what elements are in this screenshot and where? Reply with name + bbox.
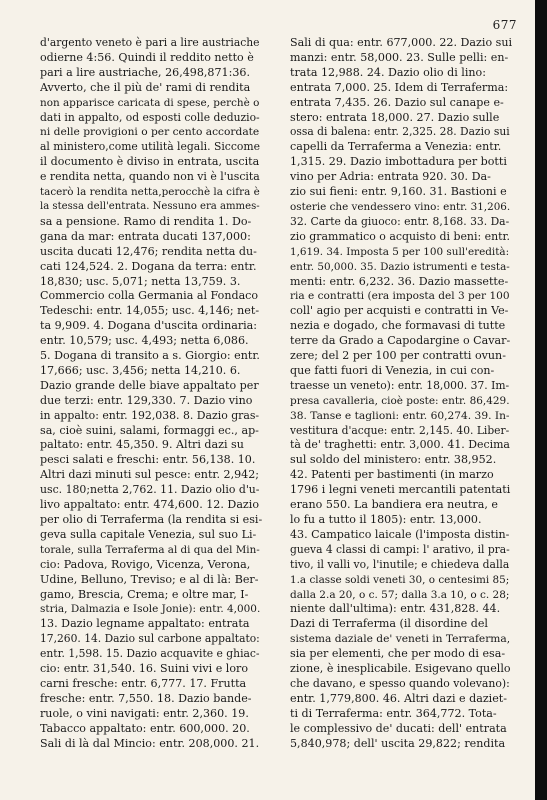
text-line: usc. 180;netta 2,762. 11. Dazio olio d'u- xyxy=(40,483,260,497)
text-line: trata 12,988. 24. Dazio olio di lino: xyxy=(290,65,486,79)
text-line: torale, sulla Terraferma al di qua del Min- xyxy=(40,543,260,556)
text-line: tivo, il valli vo, l'inutile; e chiedeva dalla xyxy=(290,557,510,571)
text-line: al ministero,come utilità legali. Siccome xyxy=(40,140,260,154)
text-line: Udine, Belluno, Treviso; e al di là: Ber- xyxy=(40,572,259,586)
text-line: 32. Carte da giuoco: entr. 8,168. 33. Da- xyxy=(290,214,510,228)
text-line: 42. Patenti per bastimenti (in marzo xyxy=(290,468,494,482)
text-line: entr. 1,598. 15. Dazio acquavite e ghiac- xyxy=(40,647,260,661)
left-text-column xyxy=(40,36,262,752)
text-line: non apparisce caricata di spese, perchè o xyxy=(40,96,260,109)
text-line: Commercio colla Germania al Fondaco xyxy=(40,289,259,303)
text-line: traesse un veneto): entr. 18,000. 37. Im- xyxy=(290,378,510,392)
text-line: 5,840,978; dell' uscita 29,822; rendita xyxy=(290,736,506,750)
text-line: odierne 4:56. Quindi il reddito netto è xyxy=(40,50,254,64)
text-line: cati 124,524. 2. Dogana da terra: entr. xyxy=(40,259,257,273)
text-line: 1.a classe soldi veneti 30, o centesimi 85; xyxy=(290,573,510,586)
text-line: entr. 50,000. 35. Dazio istrumenti e testa- xyxy=(290,260,510,273)
text-line: Sali di là dal Mincio: entr. 208,000. 21. xyxy=(40,736,260,750)
text-line: sistema daziale de' veneti in Terraferma, xyxy=(290,632,511,646)
text-line: tacerò la rendita netta,perocchè la cifra è xyxy=(40,186,260,199)
text-line: e rendita netta, quando non vi è l'uscita xyxy=(40,170,260,184)
text-line: cio: Padova, Rovigo, Vicenza, Verona, xyxy=(40,557,251,571)
text-line: paltato: entr. 45,350. 9. Altri dazi su xyxy=(40,438,244,452)
text-line: fresche: entr. 7,550. 18. Dazio bande- xyxy=(40,691,252,705)
text-line: lo fu a tutto il 1805): entr. 13,000. xyxy=(290,513,482,526)
text-line: manzi: entr. 58,000. 23. Sulle pelli: en- xyxy=(290,50,509,64)
text-line: Altri dazi minuti sul pesce: entr. 2,942; xyxy=(40,468,260,482)
text-line: zio sui fieni: entr. 9,160. 31. Bastioni e xyxy=(290,185,507,199)
text-line: sia per elementi, che per modo di esa- xyxy=(290,647,506,661)
text-line: que fatti fuori di Venezia, in cui con- xyxy=(290,363,495,377)
text-line: gana da mar: entrata ducati 137,000: xyxy=(40,229,251,243)
text-line: Avverto, che il più de' rami di rendita xyxy=(40,80,251,94)
text-line: vino per Adria: entrata 920. 30. Da- xyxy=(290,170,491,184)
text-line: gamo, Brescia, Crema; e oltre mar, I- xyxy=(40,587,249,601)
text-line: 13. Dazio legname appaltato: entrata xyxy=(40,617,250,631)
text-line: sul soldo del ministero: entr. 38,952. xyxy=(290,453,497,467)
text-line: zione, è inesplicabile. Esigevano quello xyxy=(290,662,511,676)
text-line: stria, Dalmazia e Isole Jonie): entr. 4,000. xyxy=(40,603,261,616)
text-line: terre da Grado a Capodargine o Cavar- xyxy=(290,334,511,348)
text-line: Dazi di Terraferma (il disordine del xyxy=(290,617,488,631)
text-line: ria e contratti (era imposta del 3 per 100 xyxy=(290,290,510,303)
page-number: 677 xyxy=(492,18,517,32)
text-line: tà de' traghetti: entr. 3,000. 41. Decima xyxy=(290,438,510,452)
text-line: sa a pensione. Ramo di rendita 1. Do- xyxy=(40,214,252,228)
text-line: 17,666; usc. 3,456; netta 14,210. 6. xyxy=(40,363,241,377)
text-line: 1796 i legni veneti mercantili patentati xyxy=(290,483,511,497)
text-line: il documento è diviso in entrata, uscita xyxy=(40,155,260,169)
scan-border xyxy=(535,0,547,800)
text-line: in appalto: entr. 192,038. 8. Dazio gras- xyxy=(40,408,260,422)
text-line: ossa di balena: entr. 2,325. 28. Dazio sui xyxy=(290,125,510,139)
text-line: pari a lire austriache, 26,498,871:36. xyxy=(40,65,250,79)
text-line: zio grammatico o acquisto di beni: entr. xyxy=(290,229,510,243)
text-line: Dazio grande delle biave appaltato per xyxy=(40,378,259,392)
text-line: gueva 4 classi di campi: l' arativo, il pra- xyxy=(290,542,510,556)
text-line: capelli da Terraferma a Venezia: entr. xyxy=(290,140,502,154)
text-line: per olio di Terraferma (la rendita si esi- xyxy=(40,513,262,526)
text-line: 38. Tanse e taglioni: entr. 60,274. 39. In- xyxy=(290,408,510,422)
text-line: uscita ducati 12,476; rendita netta du- xyxy=(40,244,257,258)
text-line: ta 9,909. 4. Dogana d'uscita ordinaria: xyxy=(40,319,258,333)
text-line: entrata 7,000. 25. Idem di Terraferma: xyxy=(290,80,509,94)
text-line: sa, cioè suini, salami, formaggi ec., ap- xyxy=(40,423,259,437)
text-line: entr. 10,579; usc. 4,493; netta 6,086. xyxy=(40,334,249,348)
text-line: osterie che vendessero vino: entr. 31,206. xyxy=(290,200,511,213)
text-line: 17,260. 14. Dazio sul carbone appaltato: xyxy=(40,632,260,646)
text-line: Tabacco appaltato: entr. 600,000. 20. xyxy=(40,721,250,735)
text-line: Tedeschi: entr. 14,055; usc. 4,146; net- xyxy=(40,304,260,318)
text-line: due terzi: entr. 129,330. 7. Dazio vino xyxy=(40,393,253,407)
text-line: Sali di qua: entr. 677,000. 22. Dazio sui xyxy=(290,36,512,49)
text-line: 5. Dogana di transito a s. Giorgio: entr. xyxy=(40,349,260,363)
text-line: dalla 2.a 20, o c. 57; dalla 3.a 10, o c. 28; xyxy=(290,588,510,601)
text-line: livo appaltato: entr. 474,600. 12. Dazio xyxy=(40,498,260,512)
text-line: 43. Campatico laicale (l'imposta distin- xyxy=(290,527,510,541)
text-line: niente dall'ultima): entr. 431,828. 44. xyxy=(290,602,501,616)
text-line: pesci salati e freschi: entr. 56,138. 10. xyxy=(40,453,256,467)
text-line: coll' agio per acquisti e contratti in Ve- xyxy=(290,304,509,318)
text-line: geva sulla capitale Venezia, sul suo Li- xyxy=(40,527,257,541)
text-line: dati in appalto, od esposti colle deduzio- xyxy=(40,110,260,124)
text-line: vestitura d'acque: entr. 2,145. 40. Liber- xyxy=(290,423,510,437)
text-line: 1,619. 34. Imposta 5 per 100 sull'eredità: xyxy=(290,245,510,258)
text-line: entr. 1,779,800. 46. Altri dazi e daziet- xyxy=(290,691,507,705)
text-line: nezia e dogado, che formavasi di tutte xyxy=(290,319,506,333)
text-line: ruole, o vini navigati: entr. 2,360. 19. xyxy=(40,706,249,720)
text-line: 18,830; usc. 5,071; netta 13,759. 3. xyxy=(40,274,241,288)
text-line: ni delle provigioni o per cento accordate xyxy=(40,125,260,139)
right-text-column xyxy=(290,36,512,752)
text-line: la stessa dell'entrata. Nessuno era ammes- xyxy=(40,200,260,212)
text-line: menti: entr. 6,232. 36. Dazio massette- xyxy=(290,274,509,288)
text-line: cio: entr. 31,540. 16. Suini vivi e loro xyxy=(40,662,249,676)
text-line: presa cavalleria, cioè poste: entr. 86,429. xyxy=(290,394,510,407)
text-line: le complessivo de' ducati: dell' entrata xyxy=(290,721,507,735)
text-line: ti di Terraferma: entr. 364,772. Tota- xyxy=(290,706,497,720)
text-line: 1,315. 29. Dazio imbottadura per botti xyxy=(290,155,507,169)
text-line: stero: entrata 18,000. 27. Dazio sulle xyxy=(290,110,500,124)
text-line: entrata 7,435. 26. Dazio sul canape e- xyxy=(290,95,504,109)
text-line: erano 550. La bandiera era neutra, e xyxy=(290,498,498,512)
text-line: carni fresche: entr. 6,777. 17. Frutta xyxy=(40,676,247,690)
text-line: che davano, e spesso quando volevano): xyxy=(290,676,510,690)
text-line: d'argento veneto è pari a lire austriache xyxy=(40,36,260,49)
text-line: zere; del 2 per 100 per contratti ovun- xyxy=(290,349,506,363)
